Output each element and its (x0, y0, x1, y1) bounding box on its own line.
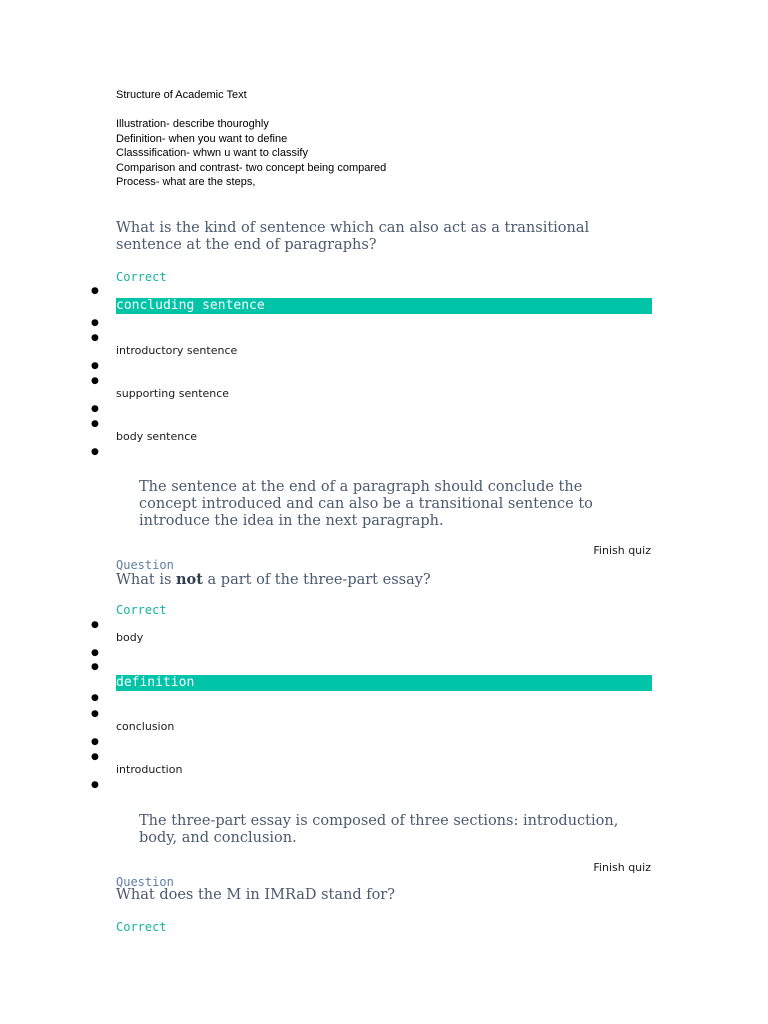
q1-option[interactable]: body sentence (116, 430, 198, 443)
q1-option-selected[interactable]: concluding sentence (116, 298, 652, 314)
bullet-icon: ● (91, 752, 99, 762)
bullet-icon: ● (91, 404, 99, 414)
q2-option[interactable]: introduction (116, 763, 183, 776)
bullet-icon: ● (91, 620, 99, 630)
bullet-icon: ● (91, 737, 99, 747)
question-3-text: What does the M in IMRaD stand for? (116, 887, 396, 903)
question-1-status: Correct (116, 270, 167, 284)
q2-option-selected[interactable]: definition (116, 675, 652, 691)
bullet-icon: ● (91, 780, 99, 790)
bullet-icon: ● (91, 709, 99, 719)
notes-line: Process- what are the steps, (116, 176, 256, 189)
q2-option[interactable]: body (116, 631, 144, 644)
bullet-icon: ● (91, 318, 99, 328)
bullet-icon: ● (91, 333, 99, 343)
bullet-icon: ● (91, 286, 99, 296)
question-3-status: Correct (116, 920, 167, 934)
finish-quiz-link[interactable]: Finish quiz (593, 861, 651, 874)
question-1-explanation: The sentence at the end of a paragraph should conclude the concept introduced and can also be a transitional sentence to introduce the idea in the next paragraph. (139, 479, 593, 529)
finish-quiz-link[interactable]: Finish quiz (593, 544, 651, 557)
q1-option[interactable]: introductory sentence (116, 344, 238, 357)
bullet-icon: ● (91, 419, 99, 429)
notes-line: Definition- when you want to define (116, 132, 288, 145)
notes-title: Structure of Academic Text (116, 89, 247, 101)
bullet-icon: ● (91, 662, 99, 672)
question-2-explanation: The three-part essay is composed of three sections: introduction, body, and conclusion. (139, 813, 619, 846)
bullet-icon: ● (91, 648, 99, 658)
notes-line: Illustration- describe thouroghly (116, 118, 269, 130)
question-1-text: What is the kind of sentence which can also act as a transitional sentence at the end of paragraphs? (116, 220, 590, 253)
question-2-text: What is not a part of the three-part essay? (116, 571, 431, 588)
q1-option[interactable]: supporting sentence (116, 387, 230, 400)
question-2-label: Question (116, 558, 174, 572)
bullet-icon: ● (91, 693, 99, 703)
question-2-status: Correct (116, 603, 167, 617)
bullet-icon: ● (91, 361, 99, 371)
notes-line: Classsification- whwn u want to classify (116, 147, 308, 160)
q2-option[interactable]: conclusion (116, 720, 175, 733)
question-3-label: Question (116, 875, 174, 889)
bullet-icon: ● (91, 447, 99, 457)
bullet-icon: ● (91, 376, 99, 386)
notes-line: Comparison and contrast- two concept being compared (116, 161, 387, 174)
